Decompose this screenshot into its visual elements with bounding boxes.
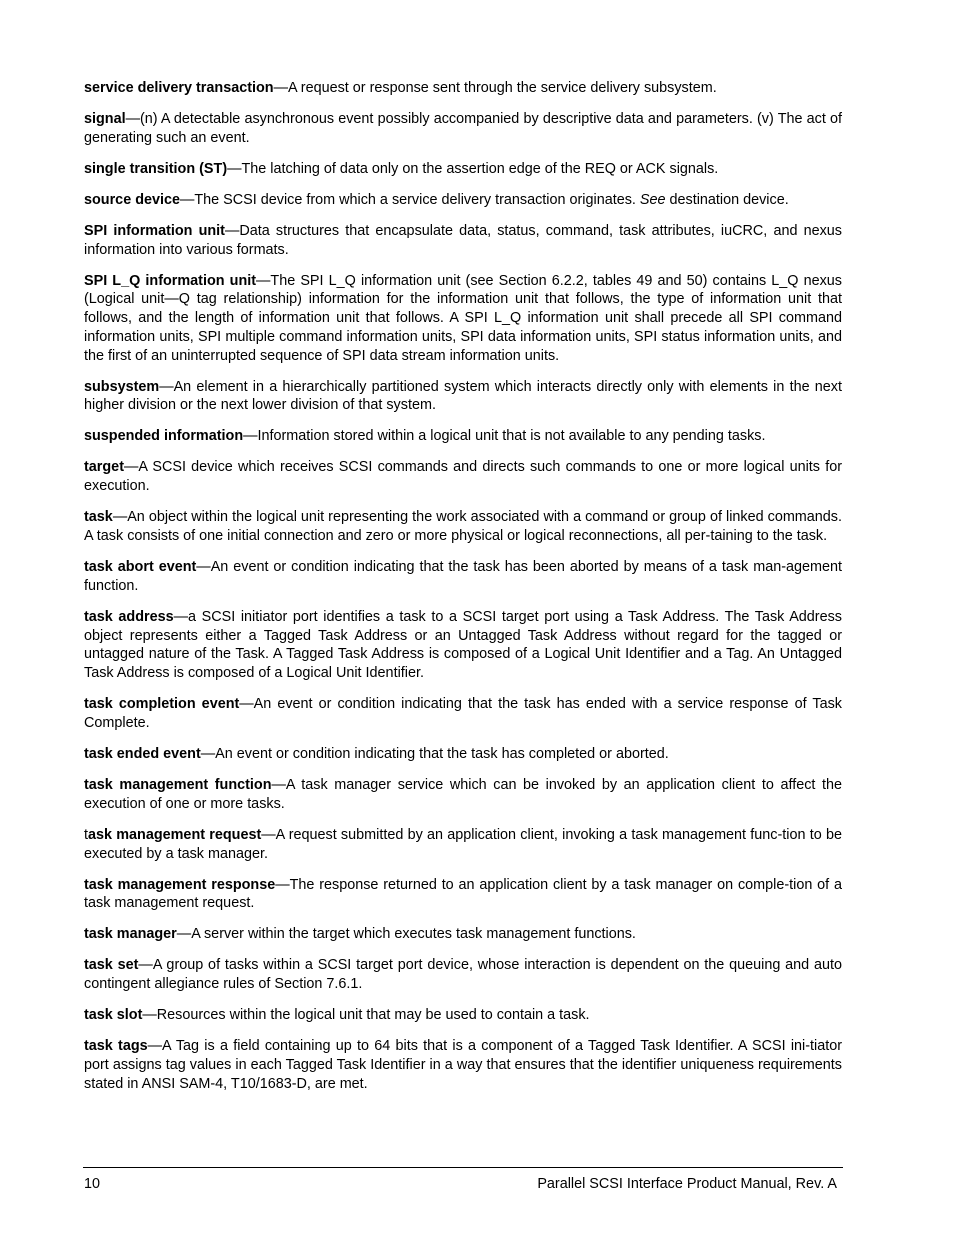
glossary-term: source device: [84, 191, 180, 208]
glossary-entry: [84, 378, 842, 416]
glossary-term: task management response: [84, 876, 276, 893]
glossary-term: task completion event: [84, 696, 240, 713]
glossary-term: task address: [84, 608, 174, 625]
glossary-definition: —An event or condition indicating that the task has ended with a service response of Task Complete.: [84, 696, 842, 731]
glossary-term: task tags: [84, 1038, 148, 1055]
glossary-definition: —(n) A detectable asynchronous event possibly accompanied by descriptive data and parameters. (v) The act of generating such an event.: [84, 110, 842, 146]
glossary-definition: —A SCSI device which receives SCSI commands and directs such commands to one or more logical units for execution.: [84, 459, 842, 495]
glossary-entry: [84, 1037, 842, 1093]
glossary-entry: [84, 745, 842, 764]
glossary-entry: [84, 776, 842, 814]
glossary-term: target: [84, 459, 124, 476]
glossary-definition: —A Tag is a field containing up to 64 bits that is a component of a Tagged Task Identifier. A SCSI ini-tiator port assigns tag values in each Tagged Task Identifier in a way that ensures that the identifier uniqueness requirements stated in ANSI SAM-4, T10/1683-D, are met.: [84, 1038, 842, 1092]
glossary-term: task manager: [84, 926, 177, 943]
glossary-term: suspended information: [84, 428, 244, 445]
glossary-definition: —Resources within the logical unit that may be used to contain a task.: [142, 1007, 590, 1024]
glossary-entry: [84, 79, 842, 98]
glossary-entry: [84, 695, 842, 733]
glossary-entry: [84, 956, 842, 994]
glossary-definition: —The response returned to an application client by a task manager on comple-tion of a task management request.: [84, 876, 842, 912]
glossary-definition: —An event or condition indicating that the task has completed or aborted.: [200, 745, 669, 762]
manual-title: Parallel SCSI Interface Product Manual, Rev. A: [537, 1176, 837, 1192]
glossary-entry: [84, 222, 842, 260]
glossary-term: task management function: [84, 776, 272, 793]
glossary-term: single transition (ST): [84, 160, 228, 177]
glossary-definition: —A group of tasks within a SCSI target port device, whose interaction is dependent on the queuing and auto contingent allegiance rules of Section 7.6.1.: [84, 957, 842, 993]
glossary-definition: —The latching of data only on the assertion edge of the REQ or ACK signals.: [227, 160, 719, 177]
glossary-definition: —The SPI L_Q information unit (see Section 6.2.2, tables 49 and 50) contains L_Q nexus (Logical unit—Q tag relationship) information for the information unit that follows, the type of information unit that follows, and the length of information unit that follows. A SPI L_Q information unit shall precede all SPI command information units, SPI multiple command information units, SPI data information units, SPI status information units, and the first of an uninterrupted sequence of SPI data stream information units.: [84, 272, 842, 364]
glossary-term: task abort event: [84, 559, 197, 576]
glossary-entry: [84, 608, 842, 683]
glossary-definition: —An object within the logical unit representing the work associated with a command or group of linked commands. A task consists of one initial connection and zero or more physical or logical reconnections, all per-taining to the task.: [84, 509, 842, 545]
glossary-term: signal: [84, 110, 126, 127]
footer-divider: [83, 1167, 843, 1168]
glossary-content: [84, 79, 842, 1106]
glossary-entry: [84, 826, 842, 864]
glossary-term: ask management request: [88, 826, 262, 843]
glossary-entry: [84, 110, 842, 148]
glossary-definition: —A request submitted by an application client, invoking a task management func-tion to be executed by a task manager.: [84, 826, 842, 862]
glossary-term: SPI information unit: [84, 222, 225, 239]
glossary-term: task: [84, 509, 113, 526]
glossary-definition: —An element in a hierarchically partitioned system which interacts directly only with elements in the next higher division or the next lower division of that system.: [84, 378, 842, 414]
glossary-entry: [84, 558, 842, 596]
glossary-definition-tail: destination device.: [665, 191, 789, 208]
see-reference: See: [639, 191, 666, 208]
glossary-definition: —a SCSI initiator port identifies a task to a SCSI target port using a Task Address. The Task Address object represents either a Tagged Task Address or an Untagged Task Address without regard for the tagged or untagged nature of the Task. A Tagged Task Address is composed of a Logical Unit Identifier and a Tag. An Untagged Task Address is composed of a Logical Unit Identifier.: [84, 608, 842, 682]
glossary-entry: [84, 925, 842, 944]
glossary-definition: —An event or condition indicating that the task has been aborted by means of a task man-agement function.: [84, 559, 843, 594]
glossary-entry: [84, 1006, 842, 1025]
glossary-entry: [84, 458, 842, 496]
glossary-definition: —A server within the target which executes task management functions.: [176, 926, 636, 943]
glossary-entry: [84, 160, 842, 179]
glossary-term: SPI L_Q information unit: [84, 272, 257, 289]
glossary-definition: —Data structures that encapsulate data, status, command, task attributes, iuCRC, and nexus information into various formats.: [84, 222, 842, 258]
page-number: 10: [84, 1176, 101, 1192]
glossary-entry: [84, 876, 842, 914]
glossary-entry: [84, 191, 842, 210]
glossary-term: task slot: [84, 1007, 143, 1024]
glossary-term-lead: t: [84, 826, 88, 843]
glossary-term: service delivery transaction: [84, 80, 274, 96]
glossary-term: task ended event: [84, 745, 201, 762]
glossary-definition: —The SCSI device from which a service delivery transaction originates.: [180, 191, 640, 208]
glossary-term: subsystem: [84, 378, 160, 395]
glossary-entry: [84, 508, 842, 546]
glossary-definition: —Information stored within a logical unit that is not available to any pending tasks.: [243, 428, 766, 445]
glossary-definition: —A request or response sent through the service delivery subsystem.: [273, 80, 717, 96]
glossary-entry: [84, 272, 842, 366]
glossary-term: task set: [84, 957, 139, 974]
glossary-entry: [84, 427, 842, 446]
glossary-definition: —A task manager service which can be invoked by an application client to affect the execution of one or more tasks.: [84, 776, 842, 812]
